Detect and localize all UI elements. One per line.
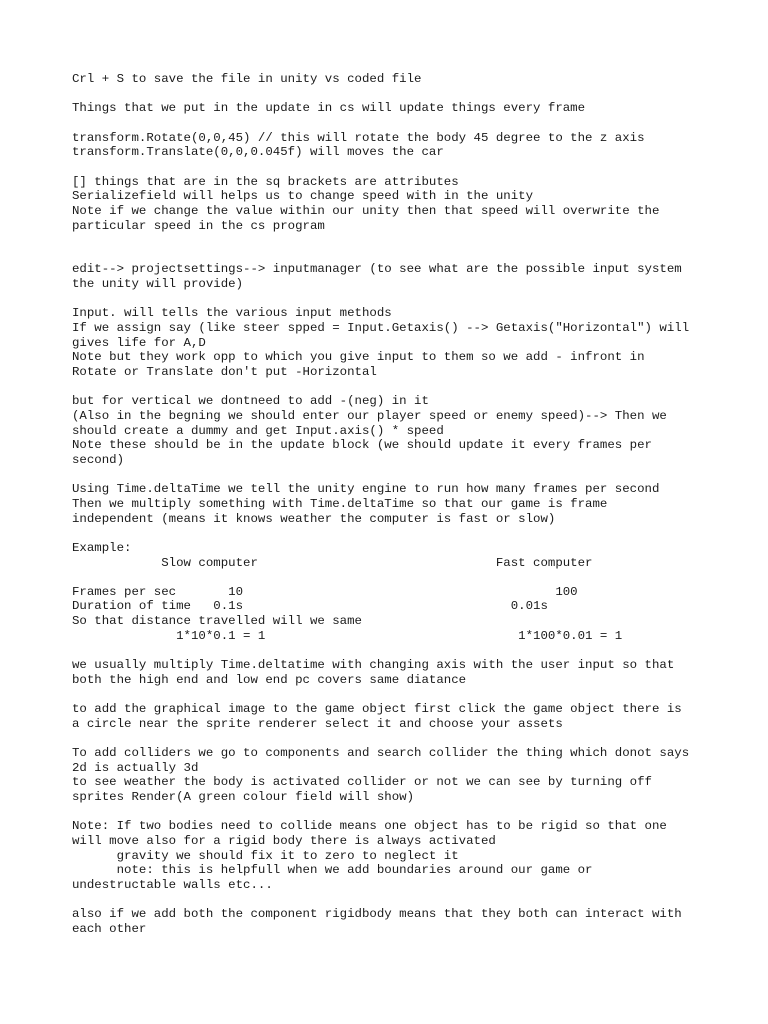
text-line: Using Time.deltaTime we tell the unity engine to run how many frames per second <box>72 482 660 497</box>
text-line: Note these should be in the update block (we should update it every frames per <box>72 438 652 453</box>
text-line: undestructable walls etc... <box>72 877 273 892</box>
text-line: [] things that are in the sq brackets are attributes <box>72 174 459 189</box>
text-line: second) <box>72 452 125 467</box>
text-line: Note but they work opp to which you give input to them so we add - infront in <box>72 350 645 365</box>
text-line <box>72 526 712 541</box>
text-line: we usually multiply Time.deltatime with changing axis with the user input so that <box>72 658 675 673</box>
text-line <box>72 380 712 395</box>
text-line: both the high end and low end pc covers same diatance <box>72 672 467 687</box>
text-line: edit--> projectsettings--> inputmanager (to see what are the possible input system <box>72 262 682 277</box>
text-line: Note if we change the value within our unity then that speed will overwrite the <box>72 203 660 218</box>
text-line: Note: If two bodies need to collide means one object has to be rigid so that one <box>72 819 667 834</box>
text-line <box>72 248 712 263</box>
text-line <box>72 87 712 102</box>
text-line <box>72 292 712 307</box>
text-line <box>72 805 712 820</box>
text-line: gives life for A,D <box>72 335 206 350</box>
text-line <box>72 687 712 702</box>
text-line: to add the graphical image to the game object first click the game object there is <box>72 702 682 717</box>
text-line: Crl + S to save the file in unity vs coded file <box>72 72 422 86</box>
text-line: also if we add both the component rigidbody means that they both can interact with <box>72 907 682 922</box>
text-line: Duration of time 0.1s 0.01s <box>72 599 548 614</box>
document-body <box>72 72 712 936</box>
text-line <box>72 468 712 483</box>
text-line: the unity will provide) <box>72 277 244 292</box>
text-line: Things that we put in the update in cs will update things every frame <box>72 101 586 116</box>
text-line: (Also in the begning we should enter our player speed or enemy speed)--> Then we <box>72 408 667 423</box>
text-line: but for vertical we dontneed to add -(neg) in it <box>72 394 429 409</box>
text-line: Slow computer Fast computer <box>72 555 593 570</box>
text-line: Then we multiply something with Time.deltaTime so that our game is frame <box>72 496 608 511</box>
text-line <box>72 570 712 585</box>
text-line: Frames per sec 10 100 <box>72 584 578 599</box>
text-line: will move also for a rigid body there is always activated <box>72 833 496 848</box>
text-line <box>72 116 712 131</box>
text-line: Rotate or Translate don't put -Horizontal <box>72 365 377 380</box>
text-line: 1*10*0.1 = 1 1*100*0.01 = 1 <box>72 628 623 643</box>
text-line: If we assign say (like steer spped = Input.Getaxis() --> Getaxis("Horizontal") will <box>72 321 690 336</box>
text-line: note: this is helpfull when we add boundaries around our game or <box>72 863 593 878</box>
text-line: So that distance travelled will we same <box>72 614 362 629</box>
text-line <box>72 233 712 248</box>
text-line: transform.Translate(0,0,0.045f) will moves the car <box>72 145 444 160</box>
text-line: transform.Rotate(0,0,45) // this will rotate the body 45 degree to the z axis <box>72 130 645 145</box>
text-line: particular speed in the cs program <box>72 218 325 233</box>
text-line <box>72 731 712 746</box>
text-line: To add colliders we go to components and search collider the thing which donot says <box>72 745 690 760</box>
text-line: a circle near the sprite renderer select it and choose your assets <box>72 716 563 731</box>
text-line: sprites Render(A green colour field will show) <box>72 789 415 804</box>
text-line: should create a dummy and get Input.axis() * speed <box>72 423 444 438</box>
text-line: each other <box>72 921 147 936</box>
text-line: Example: <box>72 540 132 555</box>
text-line <box>72 893 712 908</box>
text-line: gravity we should fix it to zero to neglect it <box>72 848 459 863</box>
text-line: 2d is actually 3d <box>72 760 199 775</box>
text-line <box>72 643 712 658</box>
text-line: Serializefield will helps us to change speed with in the unity <box>72 189 534 204</box>
text-line: independent (means it knows weather the computer is fast or slow) <box>72 511 556 526</box>
text-line <box>72 160 712 175</box>
text-line: to see weather the body is activated collider or not we can see by turning off <box>72 775 652 790</box>
text-line: Input. will tells the various input methods <box>72 306 392 321</box>
